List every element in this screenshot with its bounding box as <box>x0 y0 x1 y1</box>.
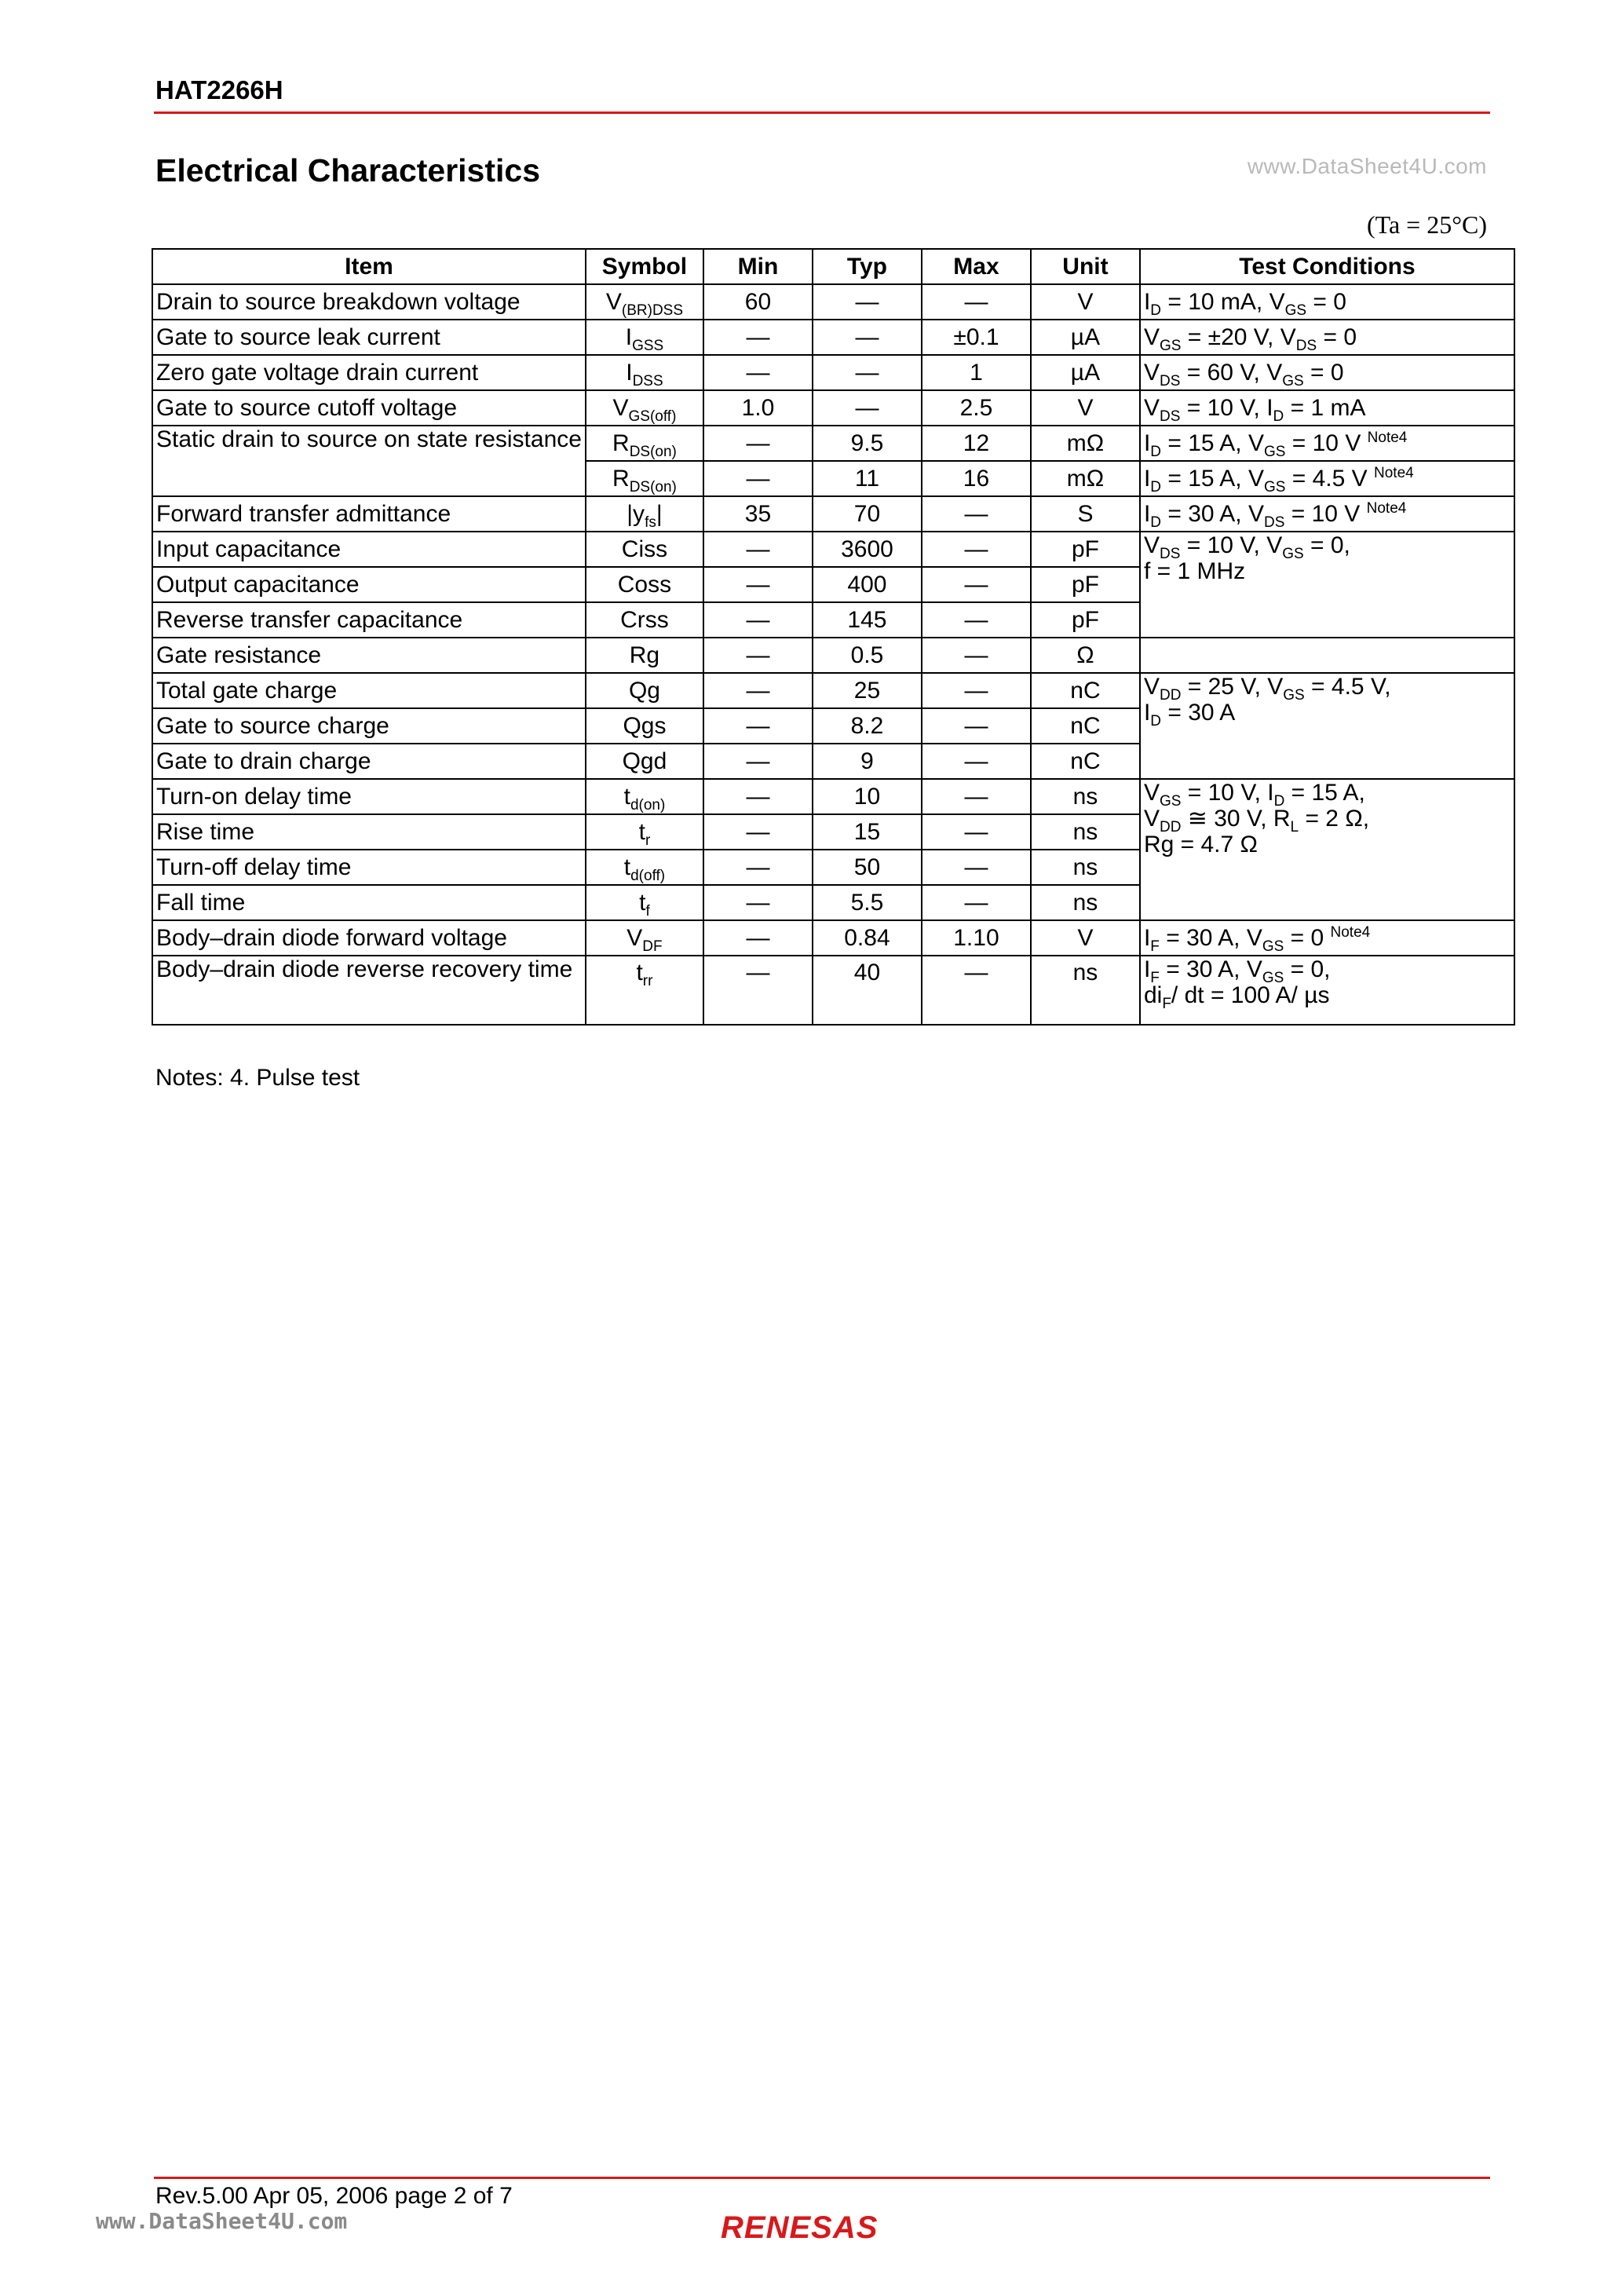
min-cell: — <box>703 673 813 708</box>
symbol-cell: Qg <box>586 673 703 708</box>
table-row <box>152 284 1514 320</box>
symbol-cell: Qgd <box>586 744 703 779</box>
max-cell: — <box>922 956 1031 1025</box>
table-row <box>152 920 1514 956</box>
symbol-cell: $t_r$ <box>586 814 703 850</box>
symbol-cell: $V_{(BR)DSS}$ <box>586 284 703 320</box>
typ-cell: 70 <box>813 496 922 532</box>
max-cell: 16 <box>922 461 1031 496</box>
table-row <box>152 673 1514 708</box>
symbol-cell: $V_{DF}$ <box>586 920 703 956</box>
max-cell: 1 <box>922 355 1031 390</box>
typ-cell: 9.5 <box>813 426 922 461</box>
table-row <box>152 638 1514 673</box>
max-cell: — <box>922 532 1031 567</box>
min-cell: — <box>703 567 813 602</box>
table-row <box>152 426 1514 461</box>
ambient-temperature: (Ta = 25°C) <box>1366 210 1487 239</box>
typ-cell: 50 <box>813 850 922 885</box>
symbol-cell: $R_{DS(on)}$ <box>586 426 703 461</box>
unit-cell: V <box>1031 390 1140 426</box>
min-cell: — <box>703 779 813 814</box>
header-min: Min <box>703 249 813 284</box>
symbol-cell: $R_{DS(on)}$ <box>586 461 703 496</box>
table-row <box>152 390 1514 426</box>
max-cell: 1.10 <box>922 920 1031 956</box>
min-cell: 60 <box>703 284 813 320</box>
typ-cell: 15 <box>813 814 922 850</box>
min-cell: — <box>703 638 813 673</box>
item-cell: Gate to source leak current <box>152 320 586 355</box>
item-cell: Gate to drain charge <box>152 744 586 779</box>
table-row <box>152 779 1514 814</box>
condition-cell: $V_{DD} = 25$ V, $V_{GS} = 4.5$ V, $I_D = 30$ A <box>1140 673 1514 779</box>
min-cell: — <box>703 461 813 496</box>
item-cell: Fall time <box>152 885 586 920</box>
symbol-cell: $I_{DSS}$ <box>586 355 703 390</box>
unit-cell: V <box>1031 920 1140 956</box>
table-row <box>152 355 1514 390</box>
footer-rule <box>154 2177 1490 2179</box>
typ-cell: 5.5 <box>813 885 922 920</box>
max-cell: — <box>922 673 1031 708</box>
unit-cell: ns <box>1031 779 1140 814</box>
max-cell: — <box>922 814 1031 850</box>
min-cell: — <box>703 956 813 1025</box>
item-cell: Turn-on delay time <box>152 779 586 814</box>
min-cell: 1.0 <box>703 390 813 426</box>
item-cell: Reverse transfer capacitance <box>152 602 586 638</box>
table-row <box>152 496 1514 532</box>
max-cell: 12 <box>922 426 1031 461</box>
table-row <box>152 532 1514 567</box>
symbol-cell: $|y_{fs}|$ <box>586 496 703 532</box>
typ-cell: 40 <box>813 956 922 1025</box>
unit-cell: ns <box>1031 885 1140 920</box>
unit-cell: µA <box>1031 320 1140 355</box>
item-cell: Drain to source breakdown voltage <box>152 284 586 320</box>
condition-cell: $V_{DS} = 60$ V, $V_{GS} = 0$ <box>1140 355 1514 390</box>
symbol-cell: Coss <box>586 567 703 602</box>
typ-cell: — <box>813 390 922 426</box>
symbol-cell: $t_{d(off)}$ <box>586 850 703 885</box>
condition-cell: $I_D = 10$ mA, $V_{GS} = 0$ <box>1140 284 1514 320</box>
symbol-cell: $t_{rr}$ <box>586 956 703 1025</box>
typ-cell: 8.2 <box>813 708 922 744</box>
max-cell: — <box>922 496 1031 532</box>
condition-cell: $V_{DS} = 10$ V, $V_{GS} = 0$, f = 1 MHz <box>1140 532 1514 638</box>
item-cell: Body–drain diode forward voltage <box>152 920 586 956</box>
typ-cell: 400 <box>813 567 922 602</box>
max-cell: — <box>922 602 1031 638</box>
min-cell: — <box>703 744 813 779</box>
condition-cell: $I_F = 30$ A, $V_{GS} = 0$, $di_F/$ dt = 100 A/ µs <box>1140 956 1514 1025</box>
header-test-conditions: Test Conditions <box>1140 249 1514 284</box>
condition-cell: $I_D = 15$ A, $V_{GS} = 10$ V $^{Note4}$ <box>1140 426 1514 461</box>
table-notes: Notes: 4. Pulse test <box>155 1065 360 1091</box>
item-cell: Turn-off delay time <box>152 850 586 885</box>
typ-cell: — <box>813 355 922 390</box>
header-rule <box>154 112 1490 114</box>
item-cell: Input capacitance <box>152 532 586 567</box>
item-cell: Static drain to source on state resistance <box>152 426 586 496</box>
item-cell: Gate resistance <box>152 638 586 673</box>
condition-cell <box>1140 638 1514 673</box>
renesas-logo: RENESAS <box>721 2210 879 2245</box>
max-cell: — <box>922 779 1031 814</box>
unit-cell: pF <box>1031 567 1140 602</box>
min-cell: — <box>703 708 813 744</box>
typ-cell: 11 <box>813 461 922 496</box>
table-row <box>152 956 1514 1025</box>
min-cell: — <box>703 320 813 355</box>
symbol-cell: Qgs <box>586 708 703 744</box>
min-cell: — <box>703 355 813 390</box>
typ-cell: — <box>813 320 922 355</box>
unit-cell: S <box>1031 496 1140 532</box>
max-cell: — <box>922 885 1031 920</box>
item-cell: Gate to source cutoff voltage <box>152 390 586 426</box>
unit-cell: V <box>1031 284 1140 320</box>
condition-cell: $I_D = 30$ A, $V_{DS} = 10$ V $^{Note4}$ <box>1140 496 1514 532</box>
part-number: HAT2266H <box>155 75 283 104</box>
footer-revision: Rev.5.00 Apr 05, 2006 page 2 of 7 <box>155 2183 513 2209</box>
typ-cell: 0.5 <box>813 638 922 673</box>
min-cell: — <box>703 850 813 885</box>
unit-cell: nC <box>1031 744 1140 779</box>
symbol-cell: $t_{d(on)}$ <box>586 779 703 814</box>
condition-cell: $V_{GS} = \pm 20$ V, $V_{DS} = 0$ <box>1140 320 1514 355</box>
section-title: Electrical Characteristics <box>155 152 540 188</box>
symbol-cell: Rg <box>586 638 703 673</box>
typ-cell: 3600 <box>813 532 922 567</box>
max-cell: — <box>922 708 1031 744</box>
min-cell: — <box>703 814 813 850</box>
symbol-cell: $V_{GS(off)}$ <box>586 390 703 426</box>
item-cell: Zero gate voltage drain current <box>152 355 586 390</box>
unit-cell: ns <box>1031 956 1140 1025</box>
max-cell: — <box>922 744 1031 779</box>
symbol-cell: Ciss <box>586 532 703 567</box>
min-cell: — <box>703 920 813 956</box>
min-cell: 35 <box>703 496 813 532</box>
unit-cell: ns <box>1031 850 1140 885</box>
item-cell: Rise time <box>152 814 586 850</box>
unit-cell: mΩ <box>1031 461 1140 496</box>
unit-cell: nC <box>1031 708 1140 744</box>
min-cell: — <box>703 426 813 461</box>
unit-cell: pF <box>1031 602 1140 638</box>
symbol-cell: $I_{GSS}$ <box>586 320 703 355</box>
max-cell: — <box>922 567 1031 602</box>
symbol-cell: $t_f$ <box>586 885 703 920</box>
max-cell: 2.5 <box>922 390 1031 426</box>
typ-cell: 9 <box>813 744 922 779</box>
item-cell: Output capacitance <box>152 567 586 602</box>
condition-cell: $V_{DS} = 10$ V, $I_D = 1$ mA <box>1140 390 1514 426</box>
footer-watermark: www.DataSheet4U.com <box>96 2208 348 2234</box>
typ-cell: — <box>813 284 922 320</box>
unit-cell: Ω <box>1031 638 1140 673</box>
table-header-row <box>152 249 1514 284</box>
header-item: Item <box>152 249 586 284</box>
item-cell: Gate to source charge <box>152 708 586 744</box>
max-cell: — <box>922 284 1031 320</box>
min-cell: — <box>703 885 813 920</box>
unit-cell: mΩ <box>1031 426 1140 461</box>
table-row <box>152 320 1514 355</box>
watermark: www.DataSheet4U.com <box>1247 154 1487 178</box>
typ-cell: 0.84 <box>813 920 922 956</box>
condition-cell: $I_F = 30$ A, $V_{GS} = 0$ $^{Note4}$ <box>1140 920 1514 956</box>
item-cell: Total gate charge <box>152 673 586 708</box>
min-cell: — <box>703 532 813 567</box>
header-typ: Typ <box>813 249 922 284</box>
max-cell: ±0.1 <box>922 320 1031 355</box>
item-cell: Forward transfer admittance <box>152 496 586 532</box>
max-cell: — <box>922 638 1031 673</box>
typ-cell: 145 <box>813 602 922 638</box>
condition-cell: $I_D = 15$ A, $V_{GS} = 4.5$ V $^{Note4}$ <box>1140 461 1514 496</box>
header-max: Max <box>922 249 1031 284</box>
header-unit: Unit <box>1031 249 1140 284</box>
typ-cell: 25 <box>813 673 922 708</box>
condition-cell: $V_{GS} = 10$ V, $I_D = 15$ A, $V_{DD}$ ≅ 30 V, $R_L = 2$ Ω, Rg = 4.7 Ω <box>1140 779 1514 920</box>
unit-cell: nC <box>1031 673 1140 708</box>
min-cell: — <box>703 602 813 638</box>
unit-cell: ns <box>1031 814 1140 850</box>
unit-cell: pF <box>1031 532 1140 567</box>
unit-cell: µA <box>1031 355 1140 390</box>
electrical-characteristics-table <box>152 248 1515 1026</box>
typ-cell: 10 <box>813 779 922 814</box>
item-cell: Body–drain diode reverse recovery time <box>152 956 586 1025</box>
max-cell: — <box>922 850 1031 885</box>
header-symbol: Symbol <box>586 249 703 284</box>
symbol-cell: Crss <box>586 602 703 638</box>
